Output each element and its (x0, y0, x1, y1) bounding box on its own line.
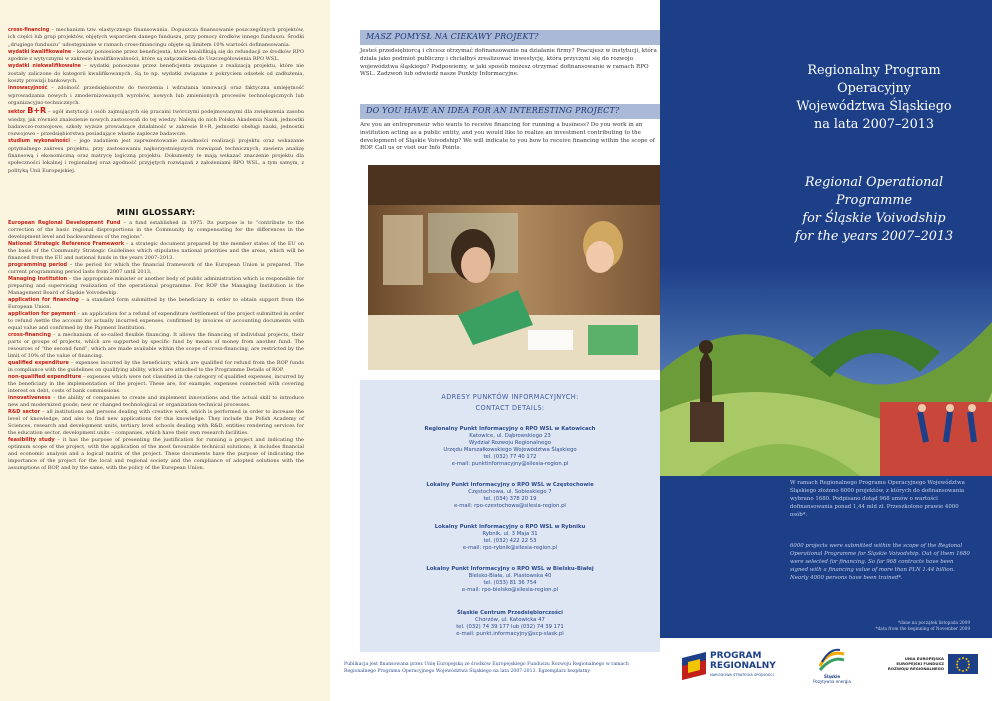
glossary-pl-entry: studium wykonalności – jego zadaniem jest zaprezentowanie zasadności realizacji projektu oraz wskazanie optymalnego zakresu projektu, przy zastosowaniu najkorzystniejszych rozwiązań technicznych; zawiera analizę finansową i ekonomiczną oraz matrycę logiczną projektu. Dokumenty te mają wskazać znaczenie projektu dla społeczności lokalnej i regionalnej oraz zgodność przyjętych rozwiązań z założeniami RPO WSL, a tym samym, z polityką Unii Europejskiej. (8, 138, 304, 174)
title-line: for the years 2007–2013 (794, 229, 954, 244)
logo-line: EUROPEJSKI FUNDUSZ (896, 661, 944, 667)
office-photo (368, 165, 660, 370)
logo-line: Śląskie (823, 674, 841, 679)
glossary-en-entry: R&D sector – all institutions and persons dealing with creative work, which is performed in order to increase the level of knowledge, and also to find new applications for this knowledge. They include the Polish Academy of Sciences, research and development units, tertiary level schools dealing with R&D, entities rendering services for the education sector, development units – companies, which have their own research facilities. (8, 408, 304, 436)
question-pl-header: MASZ POMYSŁ NA CIEKAWY PROJEKT? (360, 30, 660, 45)
question-pl-text: Jesteś przedsiębiorcą i chcesz otrzymać dofinansowanie na działanie firmy? Pracujesz w instytucji, która działa jako podmiot publiczny i chciałbyś zrealizować inwestycję, która przyczyni się do rozwoju województwa śląskiego? Podpowiemy, w jaki sposób możesz otrzymać dofinansowanie w ramach RPO WSL. Zadzwoń lub odwiedź nasze Punkty Informacyjne. (360, 48, 657, 78)
office-email[interactable]: e-mail: rpo-czestochowa@silesia-region.pl (454, 503, 566, 510)
title-line: Województwa Śląskiego (796, 99, 952, 114)
office-line: tel. (034) 378 20 19 (483, 496, 537, 503)
office-line: Chorzów, ul. Katowicka 47 (475, 617, 545, 624)
mini-glossary-title: MINI GLOSSARY: (116, 206, 196, 217)
glossary-en-entry: programming period – the period for which the financial framework of the European Union is prepared. The current programming period lasts from 2007 until 2013. (8, 261, 305, 275)
footnote-pl: *dane na początek listopada 2009 (898, 620, 970, 625)
eu-logo (872, 654, 982, 684)
data-footnote (790, 620, 970, 632)
glossary-pl-entry: wydatki kwalifikowalne – koszty poniesione przez beneficjenta, które kwalifikują się do refundacji ze środków RPO zgodnie z wytycznymi w zakresie kwalifikowalności, które są załącznikiem do Uszczegółowienia RPO WSL. (8, 48, 304, 63)
office-email[interactable]: e-mail: punkt.informacyjny@scp-slask.pl (456, 631, 564, 638)
slaskie-logo (812, 646, 852, 692)
glossary-pl-entry: wydatki niekwalifikowalne – wydatki ponoszone przez beneficjenta związane z realizacją projektu, które nie zostały zaliczone do kategorii kwalifikowanych. Są to np. wydatki związane z pokryciem odsetek od zadłużenia, koszty prowizji bankowych. (8, 63, 304, 85)
glossary-en-entry: cross-financing – a mechanism of so-called flexible financing. It allows the financing of individual projects, their parts or groups of projects, which are supported by specific fund by means of money from another fund. The resources of “the second fund”, which are made available within the scope of cross-financing, are restricted by the limit of 10% of the value of financing. (8, 331, 305, 359)
office-line: Wydział Rozwoju Regionalnego (469, 440, 551, 447)
region-landscape-image (660, 262, 992, 476)
results-text-pl: W ramach Regionalnego Programu Operacyjnego Województwa Śląskiego złożono 6000 projektów, z których do dofinansowania wybrano 1680. Podpisano dotąd 968 umów o wartości dofinansowania ponad 1,44 mld zł. Przeszkolono prawie 4000 osób*. (790, 480, 965, 518)
glossary-en-entry: non-qualified expenditure – expenses which were not classified in the category of qualified expenses, incurred by the beneficiary in the implementation of the project. These are, for example, expenses connected with covering interest on debt, costs of bank commissions. (8, 373, 305, 394)
title-line: Operacyjny (837, 81, 911, 96)
footnote-en: *data from the beginning of November 2009 (875, 626, 970, 631)
office-line: Bielsko-Biała, ul. Piastowska 40 (468, 573, 552, 580)
logo-line: REGIONALNY (710, 661, 776, 671)
program-regionalny-logo (682, 646, 792, 692)
glossary-pl-entry: sektor B+R – ogół instytucji i osób zajmujących się pracami twórczymi podejmowanymi dla zwiększenia zasobu wiedzy, jak również znalezienie nowych zastosowań do tej wiedzy. Należą do nich Polska Akademia Nauk, jednostki badawczo-rozwojowe, szkoły wyższe prowadzące działalność w zakresie B+R, jednostki obsługi nauki, jednostki rozwojowe – przedsiębiorstwa posiadające własne zaplecze badawcze. (8, 106, 304, 138)
glossary-panel (0, 0, 330, 701)
logo-line: ROZWOJU REGIONALNEGO (887, 666, 944, 672)
glossary-en-entry: qualified expenditure – expenses incurred by the beneficiary, which are qualified for refund from the ROP funds in compliance with the guidelines on qualifying ability, which are attached to the Programme Details of ROP. (8, 359, 304, 373)
glossary-en-entry: application for financing – a standard form submitted by the beneficiary in order to obtain support from the European Union. (8, 296, 304, 310)
glossary-pl-entry: innowacyjność – zdolność przedsiębiorstw do tworzenia i wdrażania innowacji oraz faktyczna umiejętność wprowadzania nowych i zmodernizowanych wyrobów, nowych lub zmienionych procesów technologicznych lub organizacyjno-technicznych. (8, 85, 304, 106)
office-line: tel. (033) 81 36 754 (483, 580, 537, 587)
office-name: Lokalny Punkt Informacyjny o RPO WSL w Rybniku (434, 524, 586, 530)
glossary-en-entry: European Regional Development Fund – a fund established in 1975. Its purpose is to “contribute to the correction of the basic regional disproportions in the Community by compensating for the differences in the development level and backwardness of the regions”. (8, 219, 304, 240)
glossary-en-entry: feasibility study – it has the purpose of presenting the justification for running a project and indicating the optimum scope of the project, with the application of the most favourable technical solutions; it includes financial and economic analysis and a logical matrix of the project. These documents have the purpose of indicating the importance of the project for the local and regional society and the compliance of adopted solutions with the assumptions of ROP, and by the same, with the policy of the European Union. (8, 436, 304, 471)
eu-flag-icon (948, 654, 978, 674)
glossary-pl-entry: cross-financing – mechanizm tzw. elastycznego finansowania. Dopuszcza finansowanie poszczególnych projektów, ich części lub grup projektów, objętych wsparciem danego funduszu, przy pomocy środków innego funduszu. Środki „drugiego funduszu” udostępniane w ramach cross-financingu objęte są limitem 10% wartości dofinansowania. (8, 27, 304, 48)
title-line: Programme (835, 193, 913, 208)
logo-subtitle: NARODOWA STRATEGIA SPÓJNOŚCI (710, 673, 774, 677)
programme-title-en (756, 174, 992, 246)
glossary-en-entry: application for payment – an application for a refund of expenditure /settlement of the project submitted in order to refund /settle the account for actually incurred expenses, confirmed by invoices or accounting documents with equal value and confirmed by the Payment Institution. (8, 310, 304, 331)
contacts-title-pl: ADRESY PUNKTÓW INFORMACYJNYCH: (441, 393, 579, 401)
title-line: Regionalny Program (807, 63, 941, 78)
office-name: Lokalny Punkt Informacyjny o RPO WSL w Częstochowie (426, 482, 594, 488)
office-line: tel. (032) 422 22 53 (483, 538, 537, 545)
office-name: Śląskie Centrum Przedsiębiorczości (456, 610, 563, 616)
contact-details-box (360, 380, 660, 652)
contacts-title-en: CONTACT DETAILS: (475, 404, 545, 412)
logo-line: PROGRAM (710, 651, 762, 661)
office-name: Lokalny Punkt Informacyjny o RPO WSL w Bielsku-Białej (426, 566, 594, 572)
office-bielsko-biala (360, 566, 660, 594)
glossary-en-entry: National Strategic Reference Framework – a strategic document prepared by the member states of the EU on the basis of the Community Strategic Guidelines which stipulates national priorities and the areas, which will be financed from the EU and national funds in the years 2007–2013. (8, 240, 304, 261)
contact-details-header (360, 392, 660, 414)
title-line: na lata 2007–2013 (813, 117, 935, 132)
office-rybnik (360, 524, 660, 552)
office-email[interactable]: e-mail: rpo-rybnik@silesia-region.pl (462, 545, 558, 552)
question-en-header: DO YOU HAVE AN IDEA FOR AN INTERESTING PROJECT? (360, 104, 660, 119)
programme-title-pl (756, 62, 992, 134)
office-line: tel. (032) 74 39 177 lub (032) 74 39 171 (456, 624, 564, 631)
logo-line: UNIA EUROPEJSKA (904, 656, 944, 661)
glossary-en-entry: innovativeness – the ability of companies to create and implement innovations and the actual skill to introduce new and modernized goods; new or changed technological or organization-technical processes. (8, 394, 304, 408)
office-line: Katowice, ul. Dąbrowskiego 23 (469, 433, 551, 440)
question-en-text: Are you an entrepreneur who wants to receive financing for running a business? Do you work in an institution acting as a public entity, and you would like to realize an investment contributing to the development of Śląskie Voivodship? We will indicate to you how to receive financing within the scope of ROP. Call us or visit our Info Points. (360, 122, 655, 152)
office-email[interactable]: e-mail: punktinformacyjny@silesia-region.pl (451, 461, 569, 468)
office-line: Urzędu Marszałkowskiego Województwa Śląskiego (443, 447, 577, 454)
office-line: Częstochowa, ul. Sobieskiego 7 (468, 489, 552, 496)
slaskie-swirl-icon (818, 648, 846, 672)
publication-note: Publikacja jest finansowana przez Unię Europejską ze środków Europejskiego Funduszu Rozwoju Regionalnego w ramach Regionalnego Programu Operacyjnego Województwa Śląskiego na lata 2007-2013. Egzemplarz bezpłatny. (344, 662, 629, 674)
office-name: Regionalny Punkt Informacyjny o RPO WSL w Katowicach (424, 426, 596, 432)
office-line: tel. (032) 77 40 172 (483, 454, 537, 461)
glossary-en-entry: Managing Institution – the appropriate minister or another body of public administration which is responsible for preparing and supervising realization of the operational programme. For ROP the Managing Institution is the Management Board of Śląskie Voivodeship. (8, 275, 304, 296)
title-line: for Śląskie Voivodship (802, 211, 946, 226)
office-chorzow (360, 610, 660, 638)
nss-flag-icon (682, 652, 706, 682)
title-line: Regional Operational (804, 175, 944, 190)
results-text-en: 6000 projects were submitted within the scope of the Regional Operational Programme for Śląskie Voivodship. Out of them 1680 were selected for financing. So far 968 contracts have been signed with a financing value of more than PLN 1.44 billion. Nearly 4000 persons have been trained*. (790, 543, 970, 581)
office-katowice (360, 426, 660, 469)
logos-bar (660, 638, 992, 701)
logo-line: Pozytywna energia (813, 679, 851, 684)
office-email[interactable]: e-mail: rpo-bielsko@silesia-region.pl (461, 587, 559, 594)
info-panel (330, 0, 660, 701)
office-line: Rybnik, ul. 3 Maja 31 (482, 531, 538, 538)
cover-panel (660, 0, 992, 701)
office-czestochowa (360, 482, 660, 510)
